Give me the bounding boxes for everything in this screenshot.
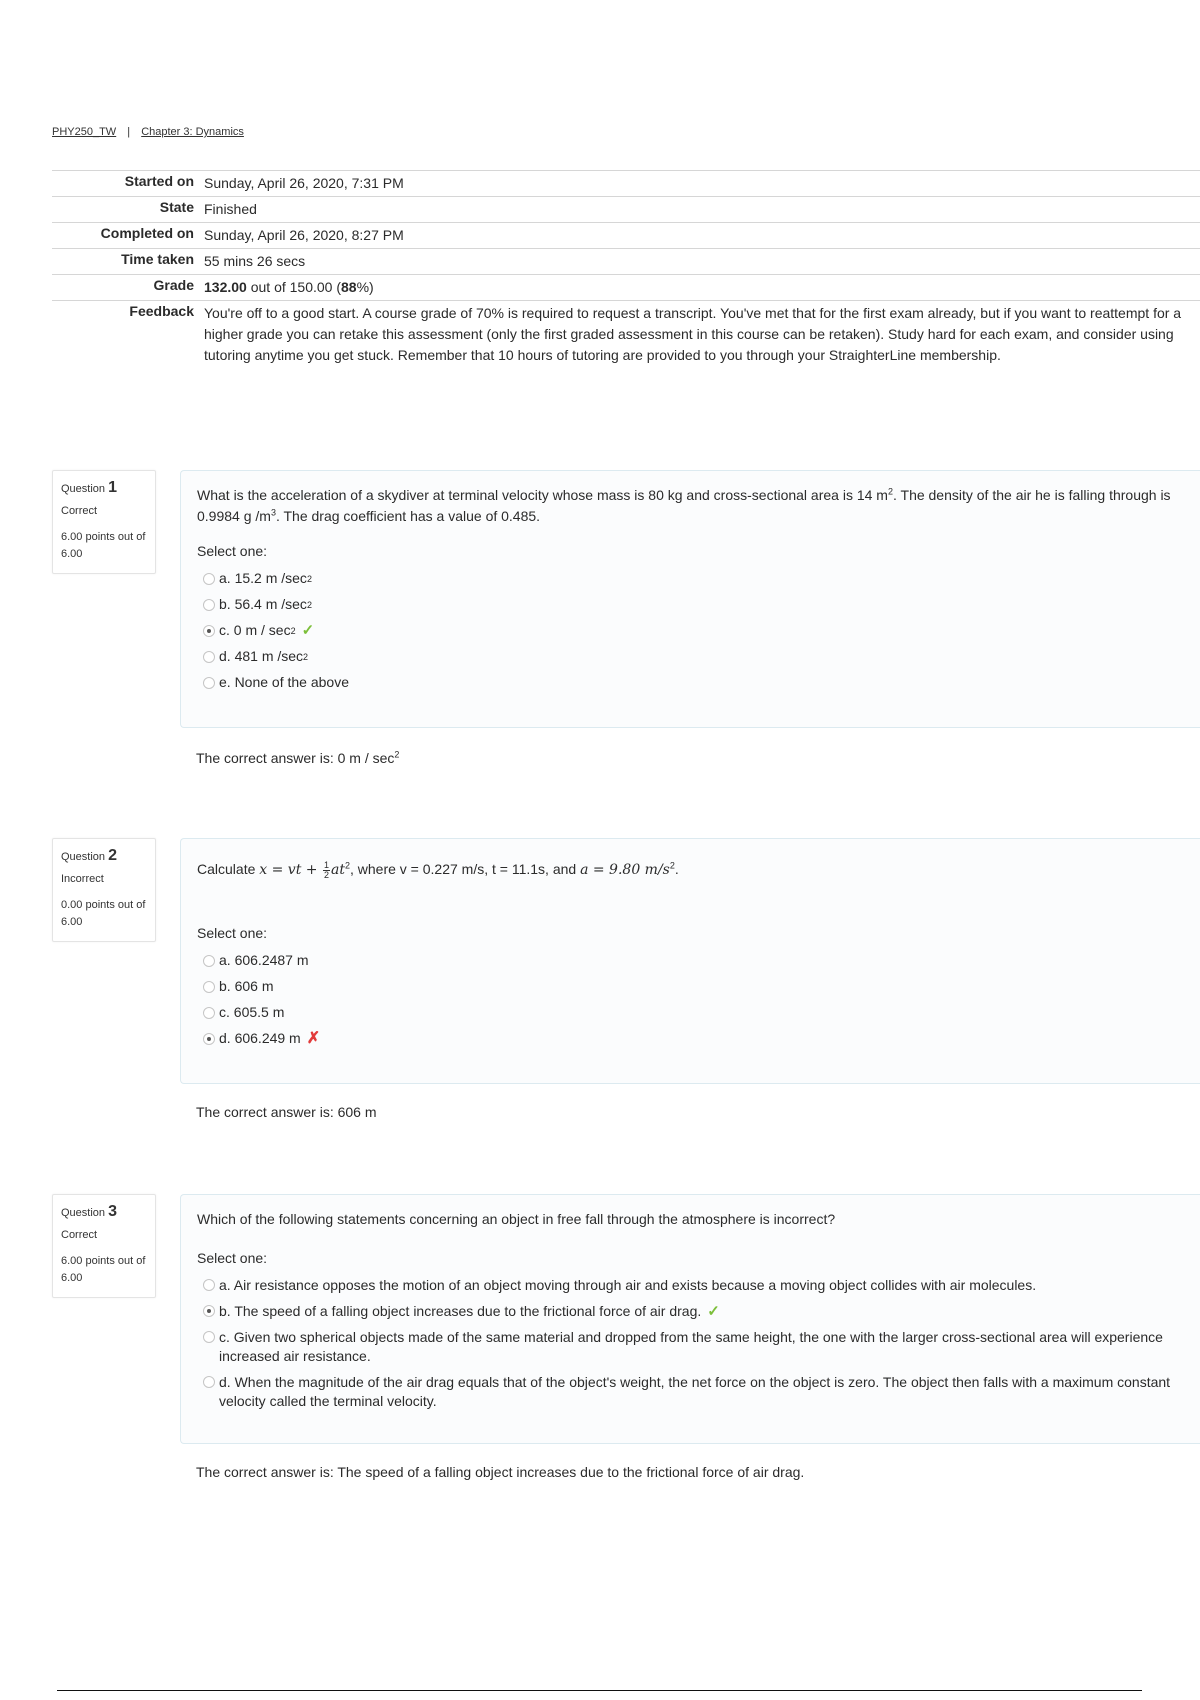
answer-option-b[interactable] — [197, 977, 1184, 996]
radio-button[interactable] — [203, 955, 215, 967]
question-content-2 — [180, 838, 1200, 1084]
summary-row-started — [52, 171, 1200, 197]
radio-button-selected[interactable] — [203, 625, 215, 637]
question-content-3 — [180, 1194, 1200, 1444]
correct-answer-feedback: The correct answer is: 606 m — [196, 1104, 377, 1120]
correct-check-icon: ✓ — [707, 1303, 720, 1320]
summary-row-feedback — [52, 301, 1200, 369]
completed-label: Completed on — [100, 225, 194, 241]
equation-superscript: 2 — [344, 860, 350, 871]
grade-points: 132.00 — [204, 279, 247, 295]
question-number — [61, 1203, 155, 1221]
radio-button[interactable] — [203, 677, 215, 689]
question-text-part: , where v = 0.227 m/s, t = 11.1s, and — [349, 861, 581, 877]
question-label: Question — [61, 851, 106, 863]
fraction-denominator: 2 — [323, 869, 329, 880]
question-number-value: 2 — [108, 847, 117, 864]
correct-check-icon: ✓ — [301, 622, 315, 639]
feedback-text: The correct answer is: 0 m / sec — [196, 750, 395, 766]
question-label: Question — [61, 483, 106, 495]
grade-total: out of 150.00 ( — [246, 279, 342, 295]
answer-option-d[interactable] — [197, 1029, 1184, 1048]
attempt-summary-table — [52, 170, 1200, 368]
radio-button-selected[interactable] — [203, 1305, 215, 1317]
correct-answer-feedback: The correct answer is: The speed of a falling object increases due to the frictional force of air drag. — [196, 1464, 805, 1480]
correct-answer-feedback — [196, 750, 399, 766]
question-text-part: . — [674, 861, 679, 877]
grade-end: %) — [356, 279, 374, 295]
started-value: Sunday, April 26, 2020, 7:31 PM — [204, 175, 404, 191]
answer-option-c[interactable] — [197, 1003, 1184, 1022]
fraction — [323, 861, 330, 880]
option-label: d. 606.249 m — [219, 1030, 301, 1046]
radio-button[interactable] — [203, 573, 215, 585]
answer-option-a[interactable] — [197, 951, 1184, 970]
feedback-superscript: 2 — [394, 749, 400, 760]
answer-option-a[interactable] — [197, 1276, 1184, 1295]
question-label: Question — [61, 1207, 106, 1219]
option-label: c. 0 m / sec — [219, 622, 291, 638]
breadcrumb-course-link[interactable]: PHY250_TW — [52, 126, 117, 138]
radio-button[interactable] — [203, 651, 215, 663]
select-one-prompt: Select one: — [197, 925, 268, 941]
summary-row-completed — [52, 223, 1200, 249]
breadcrumb — [52, 126, 244, 138]
question-state: Correct — [61, 505, 98, 517]
question-number — [61, 847, 155, 865]
radio-button[interactable] — [203, 599, 215, 611]
question-info-1 — [52, 470, 156, 574]
question-number-value: 1 — [108, 479, 117, 496]
equation-part: a = 9.80 m/s — [580, 862, 670, 878]
question-text-part: . The drag coefficient has a value of 0.485. — [275, 508, 541, 524]
answer-option-e[interactable] — [197, 673, 1184, 692]
answer-option-d[interactable] — [197, 1373, 1184, 1411]
state-label: State — [159, 199, 194, 215]
radio-button[interactable] — [203, 1331, 215, 1343]
radio-button-selected[interactable] — [203, 1033, 215, 1045]
question-text-part: . The density of the air he is falling through is 0.9984 g /m — [197, 487, 1171, 524]
question-state: Correct — [61, 1229, 98, 1241]
answer-option-d[interactable]: d. 481 m /sec 2 — [197, 647, 1184, 666]
grade-value — [204, 275, 1200, 301]
question-content-1 — [180, 470, 1200, 728]
fraction-numerator: 1 — [323, 859, 329, 870]
started-label: Started on — [124, 173, 194, 189]
question-text-superscript: 3 — [270, 507, 276, 518]
radio-button[interactable] — [203, 981, 215, 993]
question-text — [197, 485, 1184, 527]
option-label: d. 481 m /sec — [219, 648, 304, 664]
option-label: a. 15.2 m /sec — [219, 570, 307, 586]
breadcrumb-separator: | — [127, 126, 131, 138]
question-grade: 0.00 points out of 6.00 — [61, 899, 146, 928]
question-grade: 6.00 points out of 6.00 — [61, 1255, 146, 1284]
radio-button[interactable] — [203, 1007, 215, 1019]
option-label: b. 56.4 m /sec — [219, 596, 307, 612]
answer-option-a[interactable]: a. 15.2 m /sec 2 — [197, 569, 1184, 588]
page-bottom-divider — [57, 1690, 1142, 1691]
grade-label: Grade — [153, 277, 194, 293]
radio-button[interactable] — [203, 1376, 215, 1388]
option-label: a. 606.2487 m — [219, 952, 309, 968]
question-info-3 — [52, 1194, 156, 1298]
summary-row-state — [52, 197, 1200, 223]
equation-superscript: 2 — [669, 860, 675, 871]
equation-part: x = vt + — [259, 862, 322, 878]
question-text: Which of the following statements concerning an object in free fall through the atmosphere is incorrect? — [197, 1211, 836, 1227]
option-label: e. None of the above — [219, 674, 349, 690]
question-info-2 — [52, 838, 156, 942]
question-text-superscript: 2 — [887, 486, 893, 497]
question-number-value: 3 — [108, 1203, 117, 1220]
question-text-part: What is the acceleration of a skydiver at terminal velocity whose mass is 80 kg and cross-sectional area is 14 m — [197, 487, 888, 503]
radio-button[interactable] — [203, 1279, 215, 1291]
state-value: Finished — [204, 201, 257, 217]
option-label: a. Air resistance opposes the motion of an object moving through air and exists because a moving object collides with air molecules. — [219, 1277, 1037, 1293]
answer-option-c[interactable] — [197, 1328, 1184, 1366]
grade-percent: 88 — [341, 279, 357, 295]
question-text — [197, 859, 1184, 881]
option-label: b. The speed of a falling object increases due to the frictional force of air drag. — [219, 1303, 702, 1319]
option-label: d. When the magnitude of the air drag equals that of the object's weight, the net force on the object is zero. The object then falls with a maximum constant velocity called the terminal velocity. — [219, 1374, 1171, 1409]
question-grade: 6.00 points out of 6.00 — [61, 531, 146, 560]
answer-option-b[interactable] — [197, 1302, 1184, 1321]
summary-row-time — [52, 249, 1200, 275]
incorrect-cross-icon: ✗ — [306, 1030, 321, 1047]
summary-row-grade — [52, 275, 1200, 301]
equation-part: at — [330, 862, 345, 878]
answer-option-b[interactable]: b. 56.4 m /sec 2 — [197, 595, 1184, 614]
option-label: b. 606 m — [219, 978, 274, 994]
select-one-prompt: Select one: — [197, 1250, 268, 1266]
time-taken-value: 55 mins 26 secs — [204, 253, 306, 269]
question-number — [61, 479, 155, 497]
answer-option-c[interactable]: c. 0 m / sec 2 ✓ — [197, 621, 1184, 640]
option-label: c. Given two spherical objects made of the same material and dropped from the same height, the one with the larger cross-sectional area will experience increased air resistance. — [219, 1329, 1163, 1364]
feedback-label: Feedback — [129, 303, 194, 319]
time-taken-label: Time taken — [121, 251, 194, 267]
option-label: c. 605.5 m — [219, 1004, 285, 1020]
question-state: Incorrect — [61, 873, 104, 885]
completed-value: Sunday, April 26, 2020, 8:27 PM — [204, 227, 404, 243]
select-one-prompt: Select one: — [197, 543, 268, 559]
overall-feedback-text: You're off to a good start. A course grade of 70% is required to request a transcript. You've met that for the first exam already, but if you want to reattempt for a higher grade you can retake this assessment (only the first graded assessment in this course can be retaken). Study hard for each exam, and consider using tutoring anytime you get stuck. Remember that 10 hours of tutoring are provided to you through your StraighterLine membership. — [204, 305, 1182, 363]
question-text-part: Calculate — [197, 861, 260, 877]
breadcrumb-chapter-link[interactable]: Chapter 3: Dynamics — [141, 126, 244, 138]
